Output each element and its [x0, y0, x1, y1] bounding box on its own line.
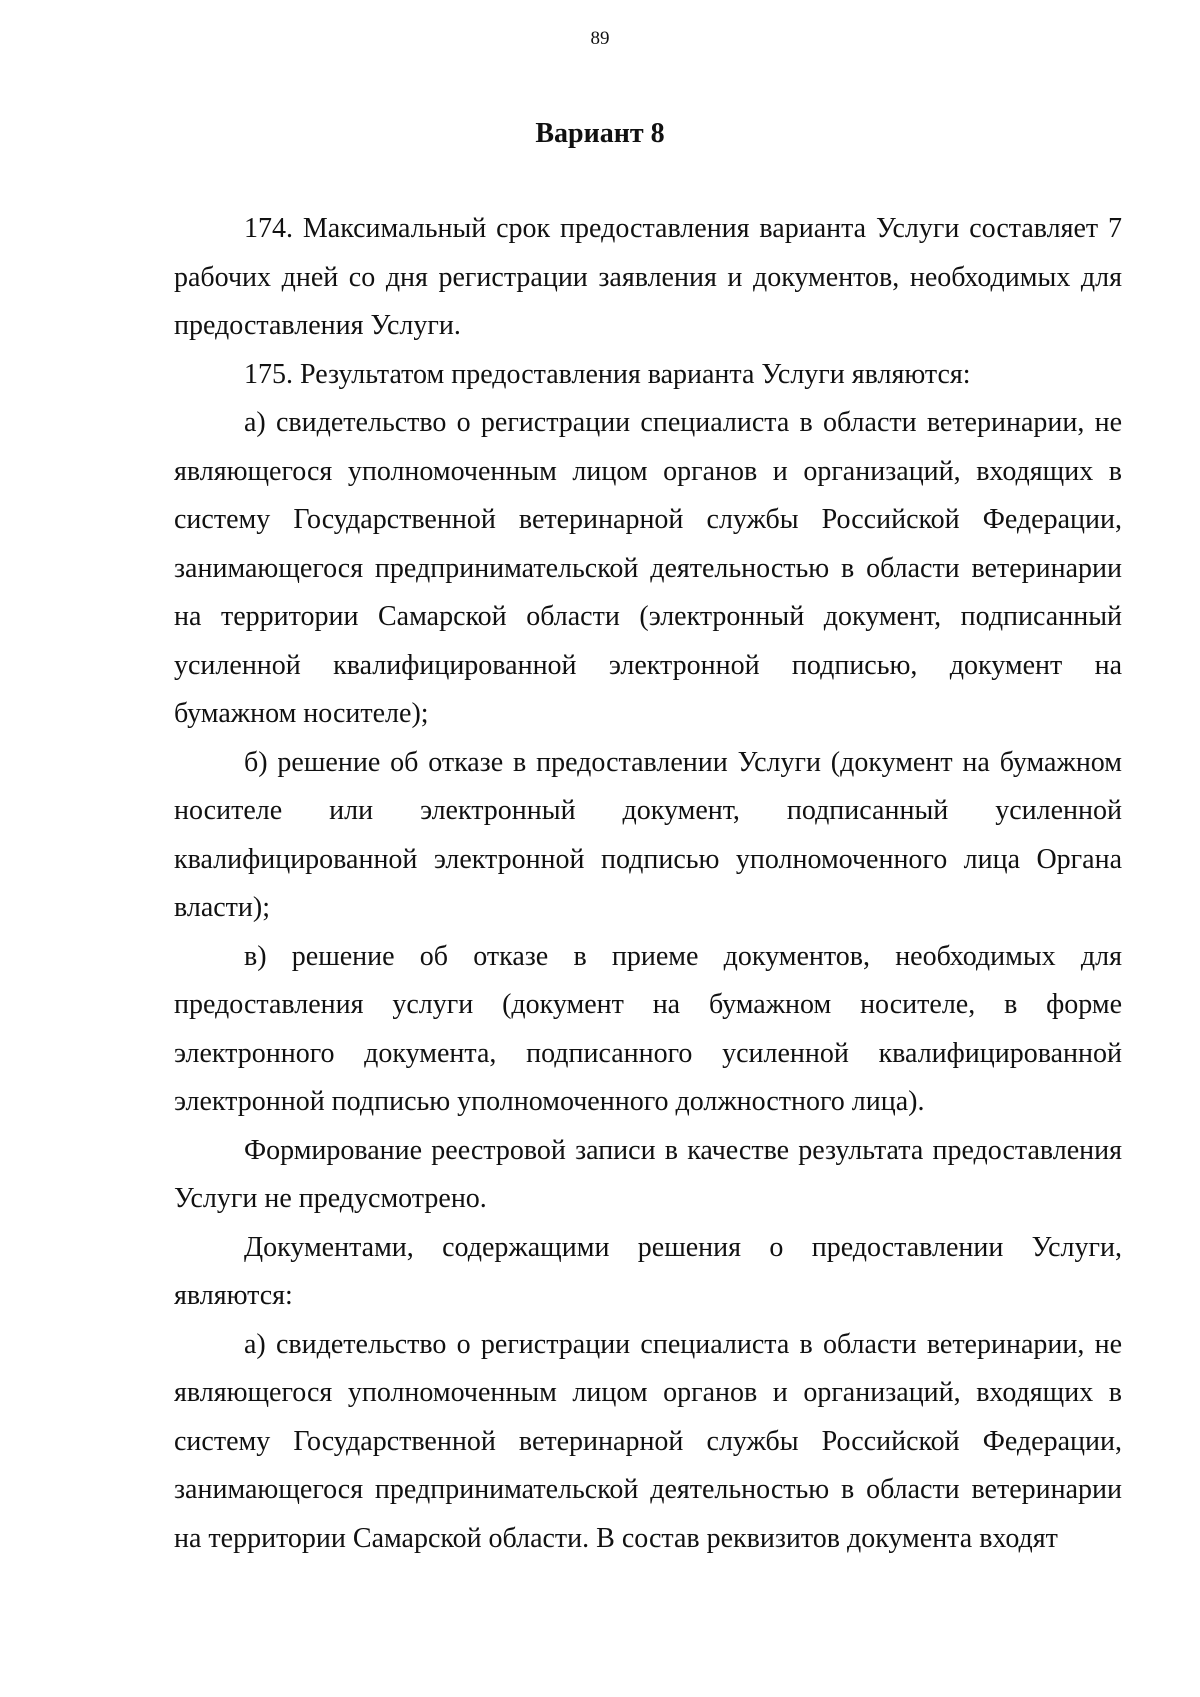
section-heading: Вариант 8: [535, 118, 665, 149]
decision-documents-paragraph: Документами, содержащими решения о предоставлении Услуги, являются:: [174, 1231, 1122, 1311]
result-item-b: б) решение об отказе в предоставлении Услуги (документ на бумажном носителе или электронный документ, подписанный усиленной квалифицированной электронной подписью уполномоченного лица Органа власти);: [174, 746, 1122, 923]
decision-document-item-a: а) свидетельство о регистрации специалиста в области ветеринарии, не являющегося уполномоченным лицом органов и организаций, входящих в систему Государственной ветеринарной службы Российской Федерации, занимающегося предпринимательской деятельностью в области ветеринарии на территории Самарской области. В состав реквизитов документа входят: [174, 1328, 1122, 1554]
page-number: 89: [590, 28, 610, 49]
registry-record-paragraph: Формирование реестровой записи в качестве результата предоставления Услуги не предусмотрено.: [174, 1134, 1122, 1214]
paragraph-174: 174. Максимальный срок предоставления варианта Услуги составляет 7 рабочих дней со дня регистрации заявления и документов, необходимых для предоставления Услуги.: [174, 213, 1122, 341]
document-body: [174, 205, 1122, 1563]
result-item-a: а) свидетельство о регистрации специалиста в области ветеринарии, не являющегося уполномоченным лицом органов и организаций, входящих в систему Государственной ветеринарной службы Российской Федерации, занимающегося предпринимательской деятельностью в области ветеринарии на территории Самарской области (электронный документ, подписанный усиленной квалифицированной электронной подписью, документ на бумажном носителе);: [174, 407, 1122, 729]
result-item-v: в) решение об отказе в приеме документов, необходимых для предоставления услуги (документ на бумажном носителе, в форме электронного документа, подписанного усиленной квалифицированной электронной подписью уполномоченного должностного лица).: [174, 940, 1122, 1117]
paragraph-175: 175. Результатом предоставления варианта Услуги являются:: [244, 358, 971, 390]
